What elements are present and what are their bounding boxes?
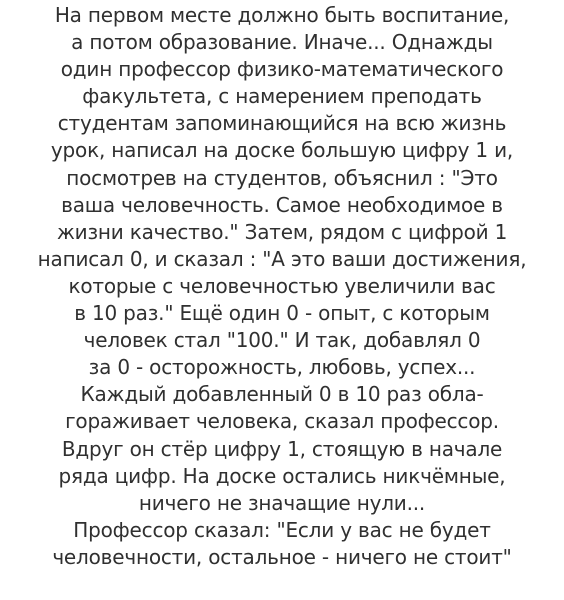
text-line-21: человечности, остальное - ничего не стоит" (52, 544, 512, 569)
text-line-18: ряда цифр. На доске остались никчёмные, (58, 463, 506, 488)
text-line-5: студентам запоминающийся на всю жизнь (57, 111, 507, 136)
text-line-20: Профессор сказал: "Если у вас не будет (73, 517, 491, 542)
text-line-9: жизни качество." Затем, рядом с цифрой 1 (56, 219, 508, 244)
text-line-13: человек стал "100." И так, добавлял 0 (83, 328, 481, 353)
story-text (0, 2, 564, 571)
text-line-12: в 10 раз." Ещё один 0 - опыт, с которым (74, 301, 490, 326)
text-line-19: ничего не значащие нули... (138, 490, 426, 515)
text-line-10: написал 0, и сказал : "А это ваши достижения, (37, 246, 527, 271)
text-line-6: урок, написал на доске большую цифру 1 и, (50, 138, 514, 163)
text-line-11: которые с человечностью увеличили вас (68, 273, 496, 298)
text-line-14: за 0 - осторожность, любовь, успех... (88, 355, 476, 380)
text-line-3: один профессор физико-математического (60, 57, 504, 82)
text-line-15: Каждый добавленный 0 в 10 раз обла- (80, 382, 484, 407)
text-line-8: ваша человечность. Самое необходимое в (61, 192, 503, 217)
text-line-4: факультета, с намерением преподать (82, 84, 482, 109)
text-line-16: гораживает человека, сказал профессор. (65, 409, 499, 434)
text-line-2: а потом образование. Иначе... Однажды (71, 30, 493, 55)
text-line-7: посмотрев на студентов, объяснил : "Это (66, 165, 498, 190)
text-line-17: Вдруг он стёр цифру 1, стоящую в начале (61, 436, 503, 461)
text-line-1: На первом месте должно быть воспитание, (54, 3, 510, 27)
